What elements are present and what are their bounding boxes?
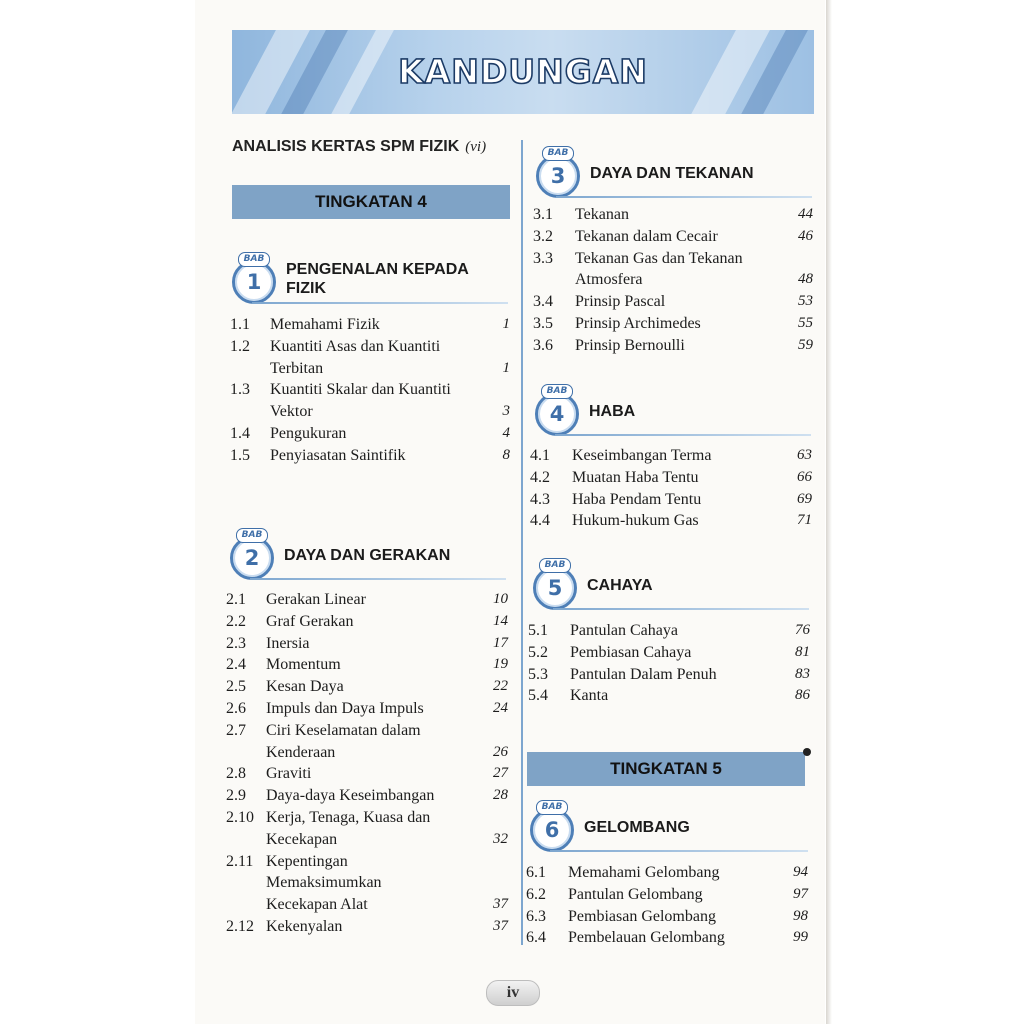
chapter-5-entries — [528, 620, 810, 707]
entry-number: 2.3 — [226, 634, 246, 652]
chapter-underline — [252, 302, 508, 304]
chapter-title: CAHAYA — [587, 577, 653, 594]
entry-page: 44 — [798, 206, 813, 222]
entry-page: 53 — [798, 293, 813, 310]
entry-title: Tekanan dalam Cecair — [575, 227, 718, 245]
chapter-3-heading[interactable] — [536, 148, 812, 198]
entry-page: 10 — [493, 591, 508, 607]
entry-number: 1.4 — [230, 424, 250, 442]
chapter-underline — [555, 434, 811, 436]
entry-title: Graviti — [266, 765, 312, 783]
entry-number: 3.2 — [533, 227, 553, 245]
entry-number: 6.2 — [526, 885, 546, 903]
toc-entry[interactable] — [230, 314, 510, 336]
entry-number: 2.5 — [226, 678, 246, 696]
toc-entry[interactable] — [526, 862, 808, 884]
entry-title: Pembelauan Gelombang — [568, 929, 725, 947]
chapter-2-heading[interactable] — [230, 530, 506, 580]
entry-title: Pantulan Dalam Penuh — [570, 665, 717, 683]
printed-dot — [803, 748, 811, 756]
toc-entry[interactable] — [533, 204, 813, 226]
entry-page: 94 — [793, 864, 808, 880]
entry-number: 1.3 — [230, 381, 250, 399]
entry-title: Kuantiti Skalar dan Kuantiti Vektor — [270, 381, 451, 421]
toc-entry[interactable] — [526, 884, 808, 906]
toc-entry[interactable] — [226, 807, 508, 851]
entry-number: 2.11 — [226, 852, 254, 870]
entry-number: 2.6 — [226, 699, 246, 717]
entry-page: 71 — [797, 512, 812, 529]
chapter-4-entries — [530, 445, 812, 532]
chapter-title: PENGENALAN KEPADA FIZIK — [286, 261, 469, 297]
entry-title: Memahami Gelombang — [568, 864, 720, 881]
entry-title: Prinsip Archimedes — [575, 314, 701, 332]
chapter-6-entries — [526, 862, 808, 949]
entry-page: 55 — [798, 314, 813, 331]
chapter-underline — [250, 578, 506, 580]
entry-number: 6.3 — [526, 907, 546, 925]
chapter-badge: 2 — [230, 536, 274, 580]
entry-title: Momentum — [266, 656, 341, 674]
bab-label: BAB — [238, 252, 270, 267]
toc-entry[interactable] — [226, 720, 508, 764]
analisis-entry[interactable] — [232, 138, 486, 156]
entry-page: 27 — [493, 765, 508, 782]
entry-title: Kanta — [570, 687, 609, 705]
entry-page: 66 — [797, 468, 812, 485]
entry-number: 1.5 — [230, 446, 250, 464]
entry-page: 97 — [793, 885, 808, 902]
entry-page: 98 — [793, 907, 808, 924]
entry-number: 6.4 — [526, 929, 546, 947]
chapter-badge: 6 — [530, 808, 574, 852]
entry-number: 2.10 — [226, 808, 254, 826]
chapter-badge: 5 — [533, 566, 577, 610]
entry-title: Keseimbangan Terma — [572, 447, 712, 464]
entry-page: 17 — [493, 634, 508, 651]
toc-entry[interactable] — [533, 248, 813, 292]
toc-entry[interactable] — [230, 423, 510, 445]
entry-number: 5.2 — [528, 643, 548, 661]
entry-title: Pembiasan Cahaya — [570, 643, 692, 661]
entry-title: Impuls dan Daya Impuls — [266, 699, 424, 717]
bab-label: BAB — [539, 558, 571, 573]
chapter-badge: 3 — [536, 154, 580, 198]
toc-entry[interactable] — [526, 906, 808, 928]
column-divider — [521, 140, 523, 945]
entry-number: 5.4 — [528, 687, 548, 705]
entry-number: 4.3 — [530, 490, 550, 508]
toc-entry[interactable] — [226, 916, 508, 938]
chapter-badge: 4 — [535, 392, 579, 436]
entry-page: 26 — [493, 743, 508, 760]
chapter-3-entries — [533, 204, 813, 357]
chapter-5-heading[interactable] — [533, 560, 809, 610]
toc-entry[interactable] — [230, 379, 510, 423]
entry-page: 19 — [493, 656, 508, 673]
entry-number: 2.8 — [226, 765, 246, 783]
entry-page: 99 — [793, 929, 808, 946]
toc-entry[interactable] — [533, 291, 813, 313]
toc-entry[interactable] — [533, 313, 813, 335]
page-title: KANDUNGAN — [398, 52, 648, 91]
entry-page: 1 — [502, 316, 510, 332]
toc-entry[interactable] — [230, 336, 510, 380]
toc-entry[interactable] — [528, 642, 810, 664]
entry-page: 3 — [502, 403, 510, 420]
entry-number: 6.1 — [526, 864, 546, 881]
chapter-1-heading[interactable] — [232, 254, 508, 304]
chapter-6-heading[interactable] — [530, 802, 808, 852]
entry-page: 1 — [502, 359, 510, 376]
entry-page: 24 — [493, 699, 508, 716]
entry-title: Memahami Fizik — [270, 316, 380, 333]
toc-entry[interactable] — [226, 676, 508, 698]
toc-entry[interactable] — [526, 927, 808, 949]
toc-entry[interactable] — [226, 698, 508, 720]
entry-page: 14 — [493, 612, 508, 629]
toc-entry[interactable] — [226, 654, 508, 676]
entry-title: Pantulan Cahaya — [570, 622, 678, 639]
toc-entry[interactable] — [226, 851, 508, 916]
entry-title: Kerja, Tenaga, Kuasa dan Kecekapan — [266, 808, 431, 848]
entry-number: 3.4 — [533, 293, 553, 311]
entry-page: 63 — [797, 447, 812, 463]
entry-page: 28 — [493, 787, 508, 804]
entry-title: Prinsip Pascal — [575, 293, 666, 311]
entry-title: Gerakan Linear — [266, 591, 366, 608]
entry-number: 3.6 — [533, 336, 553, 354]
entry-page: 8 — [502, 446, 510, 463]
entry-number: 4.1 — [530, 447, 550, 464]
entry-title: Prinsip Bernoulli — [575, 336, 685, 354]
entry-title: Pembiasan Gelombang — [568, 907, 716, 925]
entry-number: 2.12 — [226, 917, 254, 935]
entry-title: Kuantiti Asas dan Kuantiti Terbitan — [270, 337, 441, 377]
entry-page: 37 — [493, 917, 508, 934]
entry-title: Ciri Keselamatan dalam Kenderaan — [266, 721, 421, 761]
toc-entry[interactable] — [230, 445, 510, 467]
entry-page: 69 — [797, 490, 812, 507]
chapter-underline — [553, 608, 809, 610]
entry-number: 3.5 — [533, 314, 553, 332]
entry-number: 5.3 — [528, 665, 548, 683]
entry-number: 1.1 — [230, 316, 250, 333]
entry-title: Haba Pendam Tentu — [572, 490, 702, 508]
entry-page: 32 — [493, 830, 508, 847]
toc-entry[interactable] — [528, 620, 810, 642]
entry-page: 76 — [795, 622, 810, 638]
chapter-title: DAYA DAN TEKANAN — [590, 165, 754, 182]
bab-label: BAB — [236, 528, 268, 543]
entry-title: Kepentingan Memaksimumkan Kecekapan Alat — [266, 852, 382, 914]
toc-entry[interactable] — [226, 633, 508, 655]
toc-entry[interactable] — [533, 226, 813, 248]
entry-title: Hukum-hukum Gas — [572, 512, 699, 530]
entry-page: 59 — [798, 336, 813, 353]
entry-title: Tekanan Gas dan Tekanan Atmosfera — [575, 249, 743, 289]
page-edge-shadow — [826, 0, 832, 1024]
toc-entry[interactable] — [226, 611, 508, 633]
entry-title: Penyiasatan Saintifik — [270, 446, 406, 464]
entry-page: 81 — [795, 643, 810, 660]
entry-title: Muatan Haba Tentu — [572, 468, 699, 486]
toc-entry[interactable] — [226, 589, 508, 611]
entry-page: 83 — [795, 665, 810, 682]
entry-number: 2.9 — [226, 787, 246, 805]
toc-entry[interactable] — [528, 664, 810, 686]
entry-number: 2.7 — [226, 721, 246, 739]
chapter-2-entries — [226, 589, 508, 938]
toc-entry[interactable] — [226, 785, 508, 807]
entry-number: 3.3 — [533, 249, 553, 267]
entry-number: 1.2 — [230, 337, 250, 355]
chapter-title: GELOMBANG — [584, 819, 690, 836]
entry-page: 86 — [795, 687, 810, 704]
entry-number: 4.2 — [530, 468, 550, 486]
entry-page: 4 — [502, 424, 510, 441]
bab-label: BAB — [536, 800, 568, 815]
analisis-label: ANALISIS KERTAS SPM FIZIK — [232, 138, 460, 155]
chapter-title: DAYA DAN GERAKAN — [284, 547, 451, 564]
chapter-badge: 1 — [232, 260, 276, 304]
entry-title: Pengukuran — [270, 424, 347, 442]
entry-page: 37 — [493, 896, 508, 913]
bab-label: BAB — [541, 384, 573, 399]
entry-number: 5.1 — [528, 622, 548, 639]
entry-page: 22 — [493, 678, 508, 695]
chapter-4-heading[interactable] — [535, 386, 811, 436]
entry-title: Pantulan Gelombang — [568, 885, 703, 903]
entry-number: 4.4 — [530, 512, 550, 530]
chapter-underline — [550, 850, 808, 852]
toc-entry[interactable] — [528, 685, 810, 707]
entry-title: Kekenyalan — [266, 917, 343, 935]
entry-page: 46 — [798, 227, 813, 244]
chapter-underline — [556, 196, 812, 198]
toc-entry[interactable] — [530, 510, 812, 532]
toc-entry[interactable] — [226, 763, 508, 785]
entry-page: 48 — [798, 271, 813, 288]
entry-number: 3.1 — [533, 206, 553, 223]
page-number: iv — [486, 980, 540, 1006]
title-banner — [232, 30, 814, 114]
entry-title: Kesan Daya — [266, 678, 344, 696]
entry-number: 2.2 — [226, 612, 246, 630]
chapter-1-entries — [230, 314, 510, 467]
tingkatan-4-heading: TINGKATAN 4 — [232, 185, 510, 219]
bab-label: BAB — [542, 146, 574, 161]
entry-number: 2.4 — [226, 656, 246, 674]
entry-title: Daya-daya Keseimbangan — [266, 787, 435, 805]
entry-number: 2.1 — [226, 591, 246, 608]
chapter-title: HABA — [589, 403, 636, 420]
toc-entry[interactable] — [530, 467, 812, 489]
toc-entry[interactable] — [530, 489, 812, 511]
analisis-page: (vi) — [465, 139, 487, 155]
toc-entry[interactable] — [533, 335, 813, 357]
toc-entry[interactable] — [530, 445, 812, 467]
entry-title: Inersia — [266, 634, 310, 652]
entry-title: Tekanan — [575, 206, 629, 223]
tingkatan-5-heading: TINGKATAN 5 — [527, 752, 805, 786]
entry-title: Graf Gerakan — [266, 612, 354, 630]
